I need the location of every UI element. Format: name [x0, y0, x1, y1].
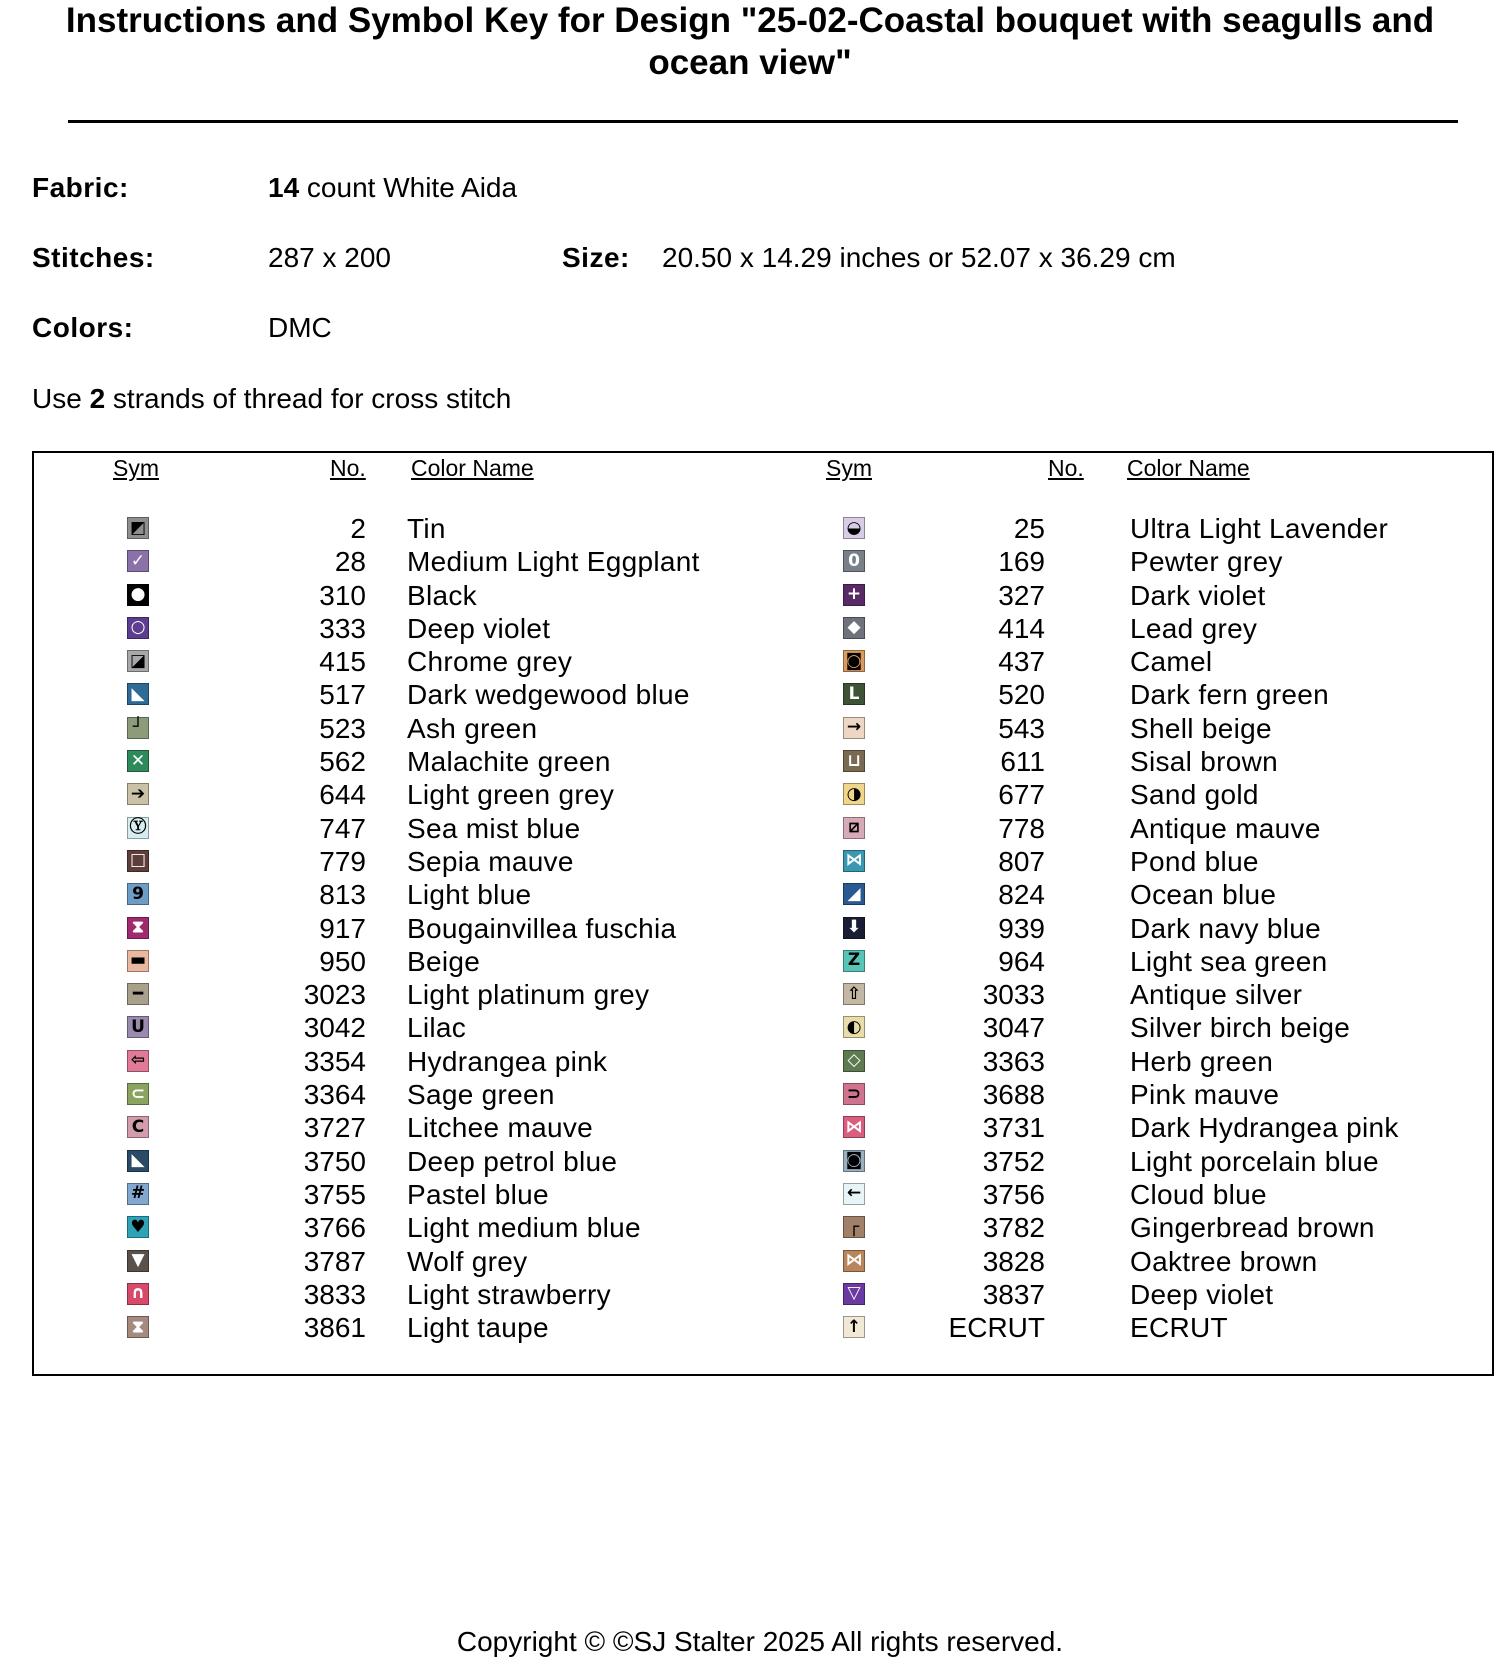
triangle-icon: ◣ — [127, 1150, 149, 1172]
square-fill-icon: ◙ — [843, 650, 865, 672]
color-name: Herb green — [1130, 1045, 1274, 1077]
color-name: Ash green — [407, 712, 538, 744]
dmc-number: 3731 — [982, 1112, 1045, 1144]
dmc-number: 562 — [319, 746, 366, 778]
color-name: Lead grey — [1130, 612, 1258, 644]
arrow-left-icon: ← — [843, 1183, 865, 1205]
key-row — [760, 1311, 1480, 1344]
key-row — [760, 812, 1480, 845]
strands-instruction — [32, 382, 511, 416]
dmc-number: 3833 — [303, 1278, 366, 1310]
color-name: Bougainvillea fuschia — [407, 912, 677, 944]
arrow-down-icon: ⬇ — [843, 917, 865, 939]
zero-icon: 0 — [843, 550, 865, 572]
color-name: Medium Light Eggplant — [407, 546, 700, 578]
dmc-number: 523 — [319, 712, 366, 744]
header-no-right: No. — [1048, 455, 1084, 481]
color-name: Sage green — [407, 1079, 555, 1111]
key-row — [0, 812, 760, 845]
down-triangle-icon: ▽ — [843, 1283, 865, 1305]
key-row — [760, 678, 1480, 711]
color-name: Malachite green — [407, 746, 611, 778]
square-icon: □ — [127, 850, 149, 872]
color-name: Hydrangea pink — [407, 1045, 608, 1077]
diamond-icon: ◇ — [843, 1050, 865, 1072]
hourglass-icon: ⧗ — [127, 917, 149, 939]
dmc-number: 3364 — [303, 1079, 366, 1111]
l-icon: L — [843, 683, 865, 705]
title-divider — [68, 120, 1458, 123]
color-name: Light taupe — [407, 1312, 549, 1344]
dmc-number: 3033 — [982, 979, 1045, 1011]
key-row — [0, 678, 760, 711]
color-name: Light blue — [407, 879, 532, 911]
color-name: Ultra Light Lavender — [1130, 513, 1389, 544]
color-name: Black — [407, 579, 477, 611]
key-row — [0, 1278, 760, 1311]
dmc-number: 3861 — [303, 1312, 366, 1344]
color-name: Dark wedgewood blue — [407, 679, 690, 711]
stitches-label: Stitches: — [32, 242, 155, 273]
cup-icon: ⊔ — [843, 750, 865, 772]
color-name: Deep petrol blue — [407, 1145, 618, 1177]
dmc-number: 807 — [998, 845, 1045, 877]
color-name: Cloud blue — [1130, 1178, 1267, 1210]
diamond-icon: ◆ — [843, 617, 865, 639]
dmc-number: 3756 — [982, 1178, 1045, 1210]
color-name: Chrome grey — [407, 646, 573, 678]
color-name: Dark navy blue — [1130, 912, 1321, 944]
dmc-number: 813 — [319, 879, 366, 911]
dmc-number: 611 — [1000, 746, 1045, 778]
color-name: Deep violet — [407, 612, 551, 644]
header-sym-right: Sym — [826, 455, 872, 481]
key-row — [760, 778, 1480, 811]
dmc-number: 917 — [319, 912, 366, 944]
hash-icon: # — [127, 1183, 149, 1205]
color-name: Sand gold — [1130, 779, 1259, 811]
color-name: Gingerbread brown — [1130, 1212, 1375, 1244]
dmc-number: 543 — [998, 712, 1045, 744]
key-row — [0, 545, 760, 578]
arrow-left-icon: ⇦ — [127, 1050, 149, 1072]
key-row — [760, 1078, 1480, 1111]
c-icon: C — [127, 1116, 149, 1138]
key-row — [760, 1278, 1480, 1311]
dmc-number: 414 — [998, 612, 1045, 644]
superset-icon: ⊃ — [843, 1083, 865, 1105]
dmc-number: 939 — [998, 912, 1045, 944]
dmc-number: ECRUT — [948, 1312, 1045, 1344]
color-name: Dark Hydrangea pink — [1130, 1112, 1399, 1144]
key-row — [0, 512, 760, 545]
key-row — [0, 1311, 760, 1344]
key-row — [0, 745, 760, 778]
dmc-number: 310 — [319, 579, 366, 611]
color-name: Light medium blue — [407, 1212, 641, 1244]
dmc-number: 415 — [319, 646, 366, 678]
header-no-left: No. — [330, 455, 366, 481]
dmc-number: 644 — [319, 779, 366, 811]
color-name: Deep violet — [1130, 1278, 1274, 1310]
colors-label: Colors: — [32, 312, 134, 343]
arrow-up-icon: ↑ — [843, 1316, 865, 1338]
color-name: Pink mauve — [1130, 1079, 1280, 1111]
dmc-number: 3766 — [303, 1212, 366, 1244]
dmc-number: 517 — [319, 679, 366, 711]
fabric-label: Fabric: — [32, 172, 129, 203]
half-circle-icon: ◐ — [843, 1016, 865, 1038]
triangle-icon: ◢ — [843, 883, 865, 905]
dmc-number: 3787 — [303, 1245, 366, 1277]
slashed-square-icon: ⧄ — [843, 817, 865, 839]
dmc-number: 25 — [1013, 513, 1045, 544]
dmc-number: 824 — [998, 879, 1045, 911]
key-row — [0, 1111, 760, 1144]
dmc-number: 327 — [998, 579, 1045, 611]
dmc-number: 3047 — [982, 1012, 1045, 1044]
stitches-value: 287 x 200 — [268, 242, 391, 273]
color-name: Beige — [407, 945, 481, 977]
key-row — [0, 1045, 760, 1078]
arrow-up-icon: ⇧ — [843, 983, 865, 1005]
bowtie-icon: ⋈ — [843, 850, 865, 872]
dmc-number: 3727 — [303, 1112, 366, 1144]
bowtie-icon: ⋈ — [843, 1250, 865, 1272]
color-name: Lilac — [407, 1012, 467, 1044]
half-square-icon: ◩ — [127, 517, 149, 539]
key-row — [760, 945, 1480, 978]
color-name: Pastel blue — [407, 1178, 549, 1210]
color-name: ECRUT — [1130, 1312, 1228, 1344]
half-circle-icon: ◒ — [843, 517, 865, 539]
strands-count: 2 — [89, 383, 106, 414]
key-row — [0, 579, 760, 612]
key-row — [0, 712, 760, 745]
color-name: Light sea green — [1130, 945, 1328, 977]
dmc-number: 169 — [998, 546, 1045, 578]
dmc-number: 3042 — [303, 1012, 366, 1044]
key-row — [760, 512, 1480, 545]
bar-icon: ▬ — [127, 950, 149, 972]
u-icon: U — [127, 1016, 149, 1038]
key-row — [0, 912, 760, 945]
header-sym-left: Sym — [113, 455, 159, 481]
dmc-number: 3688 — [982, 1079, 1045, 1111]
corner-icon: ┌ — [843, 1216, 865, 1238]
color-name: Light porcelain blue — [1130, 1145, 1379, 1177]
bowtie-icon: ⋈ — [843, 1116, 865, 1138]
dmc-number: 3354 — [303, 1045, 366, 1077]
key-row — [0, 1211, 760, 1244]
dmc-number: 3023 — [303, 979, 366, 1011]
filled-circle-icon: ● — [127, 584, 149, 606]
key-row — [0, 645, 760, 678]
color-name: Oaktree brown — [1130, 1245, 1318, 1277]
key-row — [760, 912, 1480, 945]
dmc-number: 3828 — [982, 1245, 1045, 1277]
key-column-right — [760, 512, 1480, 1344]
color-name: Sea mist blue — [407, 812, 581, 844]
dmc-number: 964 — [998, 945, 1045, 977]
color-name: Shell beige — [1130, 712, 1272, 744]
copyright-footer: Copyright © ©SJ Stalter 2025 All rights reserved. — [456, 1626, 1064, 1657]
header-name-left: Color Name — [411, 455, 534, 481]
dmc-number: 677 — [998, 779, 1045, 811]
page-title: Instructions and Symbol Key for Design "25-02-Coastal bouquet with seagulls and ocean view" — [65, 1, 1435, 82]
arrow-right-icon: → — [843, 717, 865, 739]
key-row — [760, 612, 1480, 645]
color-name: Pond blue — [1130, 845, 1259, 877]
down-triangle-icon: ▼ — [127, 1250, 149, 1272]
key-row — [0, 1078, 760, 1111]
corner-icon: ┘ — [127, 717, 149, 739]
key-row — [760, 1011, 1480, 1044]
color-name: Antique silver — [1130, 979, 1303, 1011]
fabric-value — [268, 171, 517, 205]
color-name: Dark fern green — [1130, 679, 1330, 711]
half-square-icon: ◪ — [127, 650, 149, 672]
header-name-right: Color Name — [1127, 455, 1250, 481]
key-row — [760, 1211, 1480, 1244]
color-name: Silver birch beige — [1130, 1012, 1351, 1044]
key-row — [0, 612, 760, 645]
square-fill-icon: ◙ — [843, 1150, 865, 1172]
dmc-number: 779 — [319, 845, 366, 877]
half-circle-icon: ◑ — [843, 783, 865, 805]
key-row — [760, 978, 1480, 1011]
x-icon: ✕ — [127, 750, 149, 772]
color-name: Wolf grey — [407, 1245, 528, 1277]
arrow-right-icon: ➔ — [127, 783, 149, 805]
dmc-number: 3752 — [982, 1145, 1045, 1177]
color-name: Dark violet — [1130, 579, 1266, 611]
fabric-count: 14 — [268, 172, 300, 203]
dmc-number: 3750 — [303, 1145, 366, 1177]
key-column-left — [0, 512, 760, 1344]
dash-icon: ━ — [127, 983, 149, 1005]
dmc-number: 3837 — [982, 1278, 1045, 1310]
heart-icon: ♥ — [127, 1216, 149, 1238]
key-row — [0, 1245, 760, 1278]
key-row — [760, 545, 1480, 578]
key-row — [760, 745, 1480, 778]
key-row — [0, 845, 760, 878]
key-row — [760, 712, 1480, 745]
colors-value: DMC — [268, 312, 332, 343]
key-row — [760, 1178, 1480, 1211]
key-row — [0, 1145, 760, 1178]
color-name: Pewter grey — [1130, 546, 1283, 578]
key-row — [760, 1245, 1480, 1278]
arch-icon: ∩ — [127, 1283, 149, 1305]
circled-y-icon: Ⓨ — [127, 817, 149, 839]
size-label: Size: — [562, 242, 630, 273]
key-row — [760, 645, 1480, 678]
triangle-icon: ◣ — [127, 683, 149, 705]
dmc-number: 747 — [319, 812, 366, 844]
key-row — [0, 1011, 760, 1044]
size-value: 20.50 x 14.29 inches or 52.07 x 36.29 cm — [662, 242, 1176, 273]
dmc-number: 437 — [998, 646, 1045, 678]
subset-icon: ⊂ — [127, 1083, 149, 1105]
key-row — [760, 1145, 1480, 1178]
key-row — [760, 1111, 1480, 1144]
dmc-number: 3363 — [982, 1045, 1045, 1077]
circle-icon: ○ — [127, 617, 149, 639]
color-name: Tin — [407, 513, 446, 544]
hourglass-icon: ⧗ — [127, 1316, 149, 1338]
dmc-number: 2 — [350, 513, 366, 544]
dmc-number: 3782 — [982, 1212, 1045, 1244]
key-row — [760, 579, 1480, 612]
key-row — [0, 978, 760, 1011]
color-name: Sepia mauve — [407, 845, 574, 877]
color-name: Light platinum grey — [407, 979, 650, 1011]
strands-prefix: Use — [32, 383, 90, 414]
color-name: Antique mauve — [1130, 812, 1321, 844]
dmc-number: 28 — [334, 546, 366, 578]
color-name: Light strawberry — [407, 1278, 611, 1310]
key-row — [0, 778, 760, 811]
dmc-number: 3755 — [303, 1178, 366, 1210]
dmc-number: 950 — [319, 945, 366, 977]
plus-icon: + — [843, 584, 865, 606]
key-row — [760, 845, 1480, 878]
fabric-description: count White Aida — [299, 172, 518, 203]
color-name: Light green grey — [407, 779, 615, 811]
dmc-number: 778 — [998, 812, 1045, 844]
key-row — [760, 878, 1480, 911]
key-row — [0, 945, 760, 978]
check-icon: ✓ — [127, 550, 149, 572]
color-name: Camel — [1130, 646, 1213, 678]
nine-icon: 9 — [127, 883, 149, 905]
color-name: Ocean blue — [1130, 879, 1277, 911]
key-row — [0, 878, 760, 911]
key-row — [0, 1178, 760, 1211]
z-icon: Z — [843, 950, 865, 972]
color-name: Sisal brown — [1130, 746, 1279, 778]
strands-suffix: strands of thread for cross stitch — [105, 383, 512, 414]
color-name: Litchee mauve — [407, 1112, 594, 1144]
dmc-number: 333 — [319, 612, 366, 644]
dmc-number: 520 — [998, 679, 1045, 711]
key-row — [760, 1045, 1480, 1078]
